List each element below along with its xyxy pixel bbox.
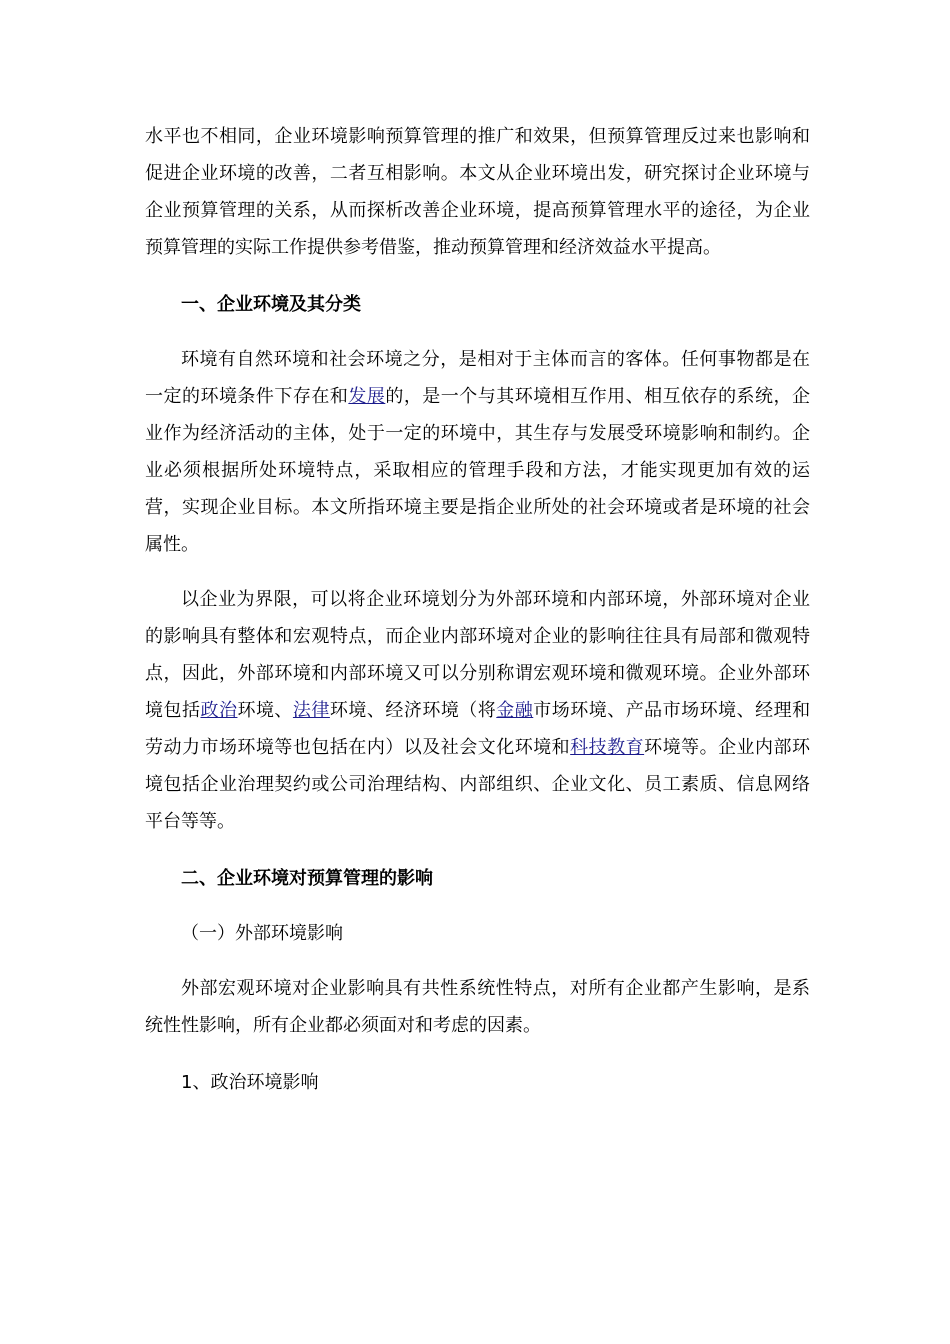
subsection-heading-external: （一）外部环境影响 [181,923,343,944]
subsection-heading-political: 1、政治环境影响 [181,1072,319,1093]
paragraph-environment-classification [145,581,810,840]
link-finance[interactable]: 金融 [496,700,534,721]
paragraph-intro-continued: 水平也不相同，企业环境影响预算管理的推广和效果，但预算管理反过来也影响和促进企业环境的改善，二者互相影响。本文从企业环境出发，研究探讨企业环境与企业预算管理的关系，从而探析改善企业环境，提高预算管理水平的途径，为企业预算管理的实际工作提供参考借鉴，推动预算管理和经济效益水平提高。 [145,126,810,258]
paragraph-environment-definition [145,341,810,563]
paragraph-text: 环境等。企业内部环境包括企业治理契约或公司治理结构、内部组织、企业文化、员工素质、信息网络平台等等。 [145,737,811,832]
paragraph-text: 以企业为界限，可以将企业环境划分为外部环境和内部环境，外部环境对企业的影响具有整体和宏观特点，而企业内部环境对企业的影响往往具有局部和微观特点，因此，外部环境和内部环境又可以分别称谓宏观环境和微观环境。企业外部环境包括 [145,589,810,721]
link-politics[interactable]: 政治 [200,700,238,721]
document-body [145,118,810,1101]
paragraph-text: 市场环境、产品市场环境、经理和劳动力市场环境等也包括在内）以及社会文化环境和 [145,700,811,758]
paragraph-text: 环境有自然环境和社会环境之分，是相对于主体而言的客体。任何事物都是在一定的环境条件下存在和 [145,349,810,407]
paragraph-external-environment: 外部宏观环境对企业影响具有共性系统性特点，对所有企业都产生影响，是系统性性影响，所有企业都必须面对和考虑的因素。 [145,978,810,1036]
section-heading-2: 二、企业环境对预算管理的影响 [181,868,433,889]
section-heading-1: 一、企业环境及其分类 [181,294,361,315]
link-development[interactable]: 发展 [348,386,386,407]
paragraph-text: 环境、 [237,700,293,721]
link-law[interactable]: 法律 [292,700,330,721]
link-science-education[interactable]: 科技教育 [570,737,645,758]
paragraph-text: 环境、经济环境（将 [329,700,497,721]
paragraph-text: 的，是一个与其环境相互作用、相互依存的系统，企业作为经济活动的主体，处于一定的环境中，其生存与发展受环境影响和制约。企业必须根据所处环境特点，采取相应的管理手段和方法，才能实现更加有效的运营，实现企业目标。本文所指环境主要是指企业所处的社会环境或者是环境的社会属性。 [145,386,811,555]
